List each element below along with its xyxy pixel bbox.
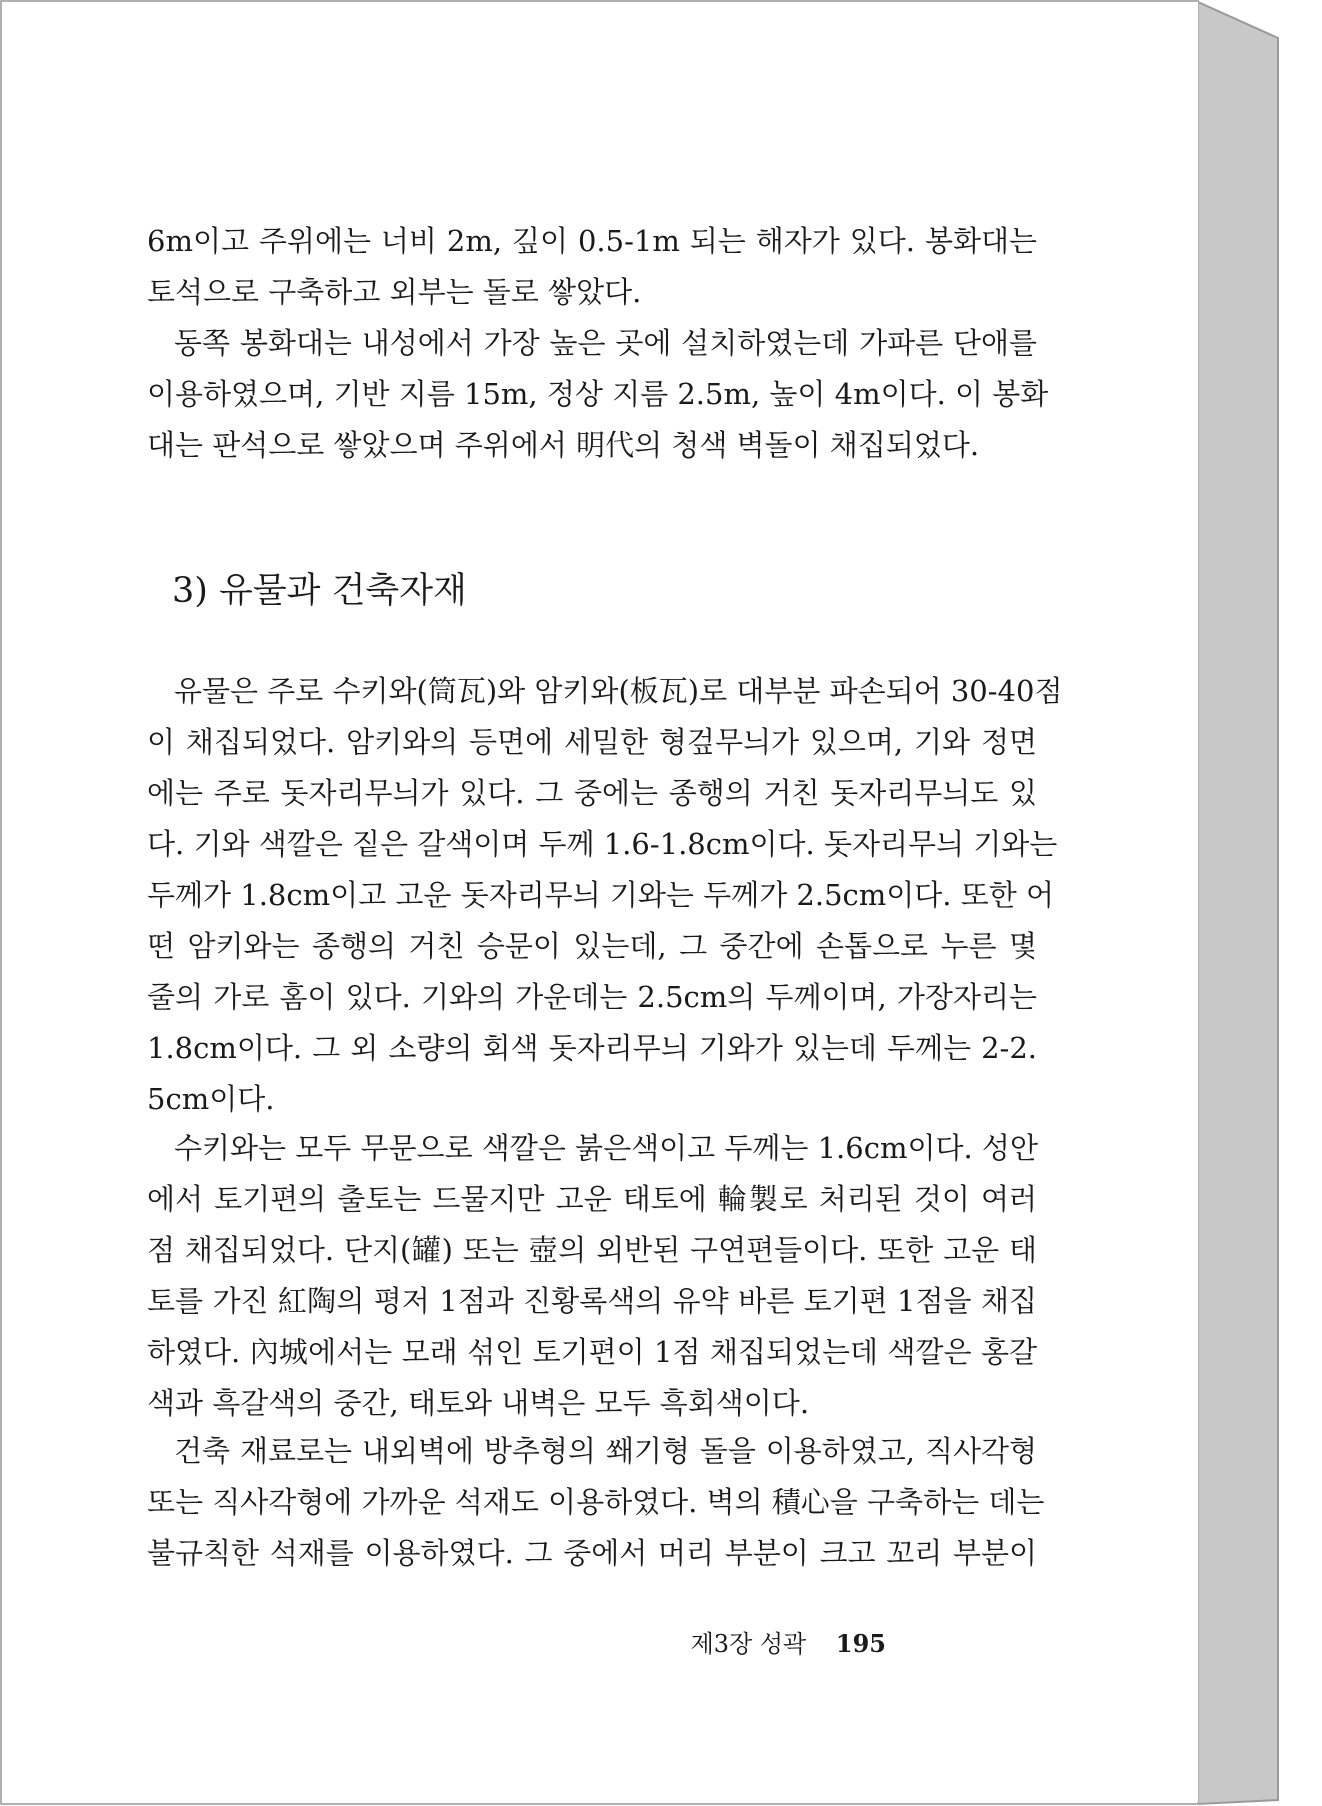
text-line: 떤 암키와는 종행의 거친 승문이 있는데, 그 중간에 손톱으로 누른 몇	[147, 929, 1037, 963]
paragraph-5	[147, 1426, 1045, 1579]
text-line: 건축 재료로는 내외벽에 방추형의 쐐기형 돌을 이용하였고, 직사각형	[174, 1434, 1037, 1468]
text-line: 수키와는 모두 무문으로 색깔은 붉은색이고 두께는 1.6cm이다. 성안	[174, 1131, 1038, 1165]
text-line: 또는 직사각형에 가까운 석재도 이용하였다. 벽의 積心을 구축하는 데는	[147, 1485, 1045, 1519]
text-line: 동쪽 봉화대는 내성에서 가장 높은 곳에 설치하였는데 가파른 단애를	[174, 326, 1037, 360]
text-line: 점 채집되었다. 단지(罐) 또는 壺의 외반된 구연편들이다. 또한 고운 태	[147, 1233, 1037, 1267]
text-line: 대는 판석으로 쌓았으며 주위에서 明代의 청색 벽돌이 채집되었다.	[147, 428, 980, 462]
book-side-edge	[1198, 2, 1278, 1804]
text-line: 5cm이다.	[147, 1082, 275, 1116]
text-line: 이용하였으며, 기반 지름 15m, 정상 지름 2.5m, 높이 4m이다. 이 봉화	[147, 377, 1049, 411]
page-number: 195	[835, 1629, 886, 1658]
text-line: 토를 가진 紅陶의 평저 1점과 진황록색의 유약 바른 토기편 1점을 채집	[147, 1284, 1037, 1318]
text-line: 줄의 가로 홈이 있다. 기와의 가운데는 2.5cm의 두께이며, 가장자리는	[147, 980, 1037, 1014]
text-line: 에서 토기편의 출토는 드물지만 고운 태토에 輪製로 처리된 것이 여러	[147, 1182, 1037, 1216]
paragraph-1	[147, 216, 1037, 318]
text-line: 이 채집되었다. 암키와의 등면에 세밀한 형겊무늬가 있으며, 기와 정면	[147, 725, 1037, 759]
page-footer	[691, 1627, 886, 1661]
text-line: 토석으로 구축하고 외부는 돌로 쌓았다.	[147, 275, 642, 309]
page	[2, 2, 1198, 1802]
text-line: 유물은 주로 수키와(筒瓦)와 암키와(板瓦)로 대부분 파손되어 30-40점	[174, 674, 1063, 708]
paragraph-3	[147, 666, 1063, 1125]
text-line: 1.8cm이다. 그 외 소량의 회색 돗자리무늬 기와가 있는데 두께는 2-2.	[147, 1031, 1037, 1065]
paragraph-2	[147, 318, 1049, 471]
text-line: 다. 기와 색깔은 짙은 갈색이며 두께 1.6-1.8cm이다. 돗자리무늬 기와는	[147, 827, 1058, 861]
chapter-title: 제3장 성곽	[690, 1630, 807, 1658]
text-line: 에는 주로 돗자리무늬가 있다. 그 중에는 종행의 거친 돗자리무늬도 있	[147, 776, 1037, 810]
text-line: 두께가 1.8cm이고 고운 돗자리무늬 기와는 두께가 2.5cm이다. 또한 어	[147, 878, 1055, 912]
text-line: 하였다. 內城에서는 모래 섞인 토기편이 1점 채집되었는데 색깔은 홍갈	[147, 1335, 1037, 1369]
paragraph-4	[147, 1123, 1037, 1429]
text-line: 6m이고 주위에는 너비 2m, 깊이 0.5-1m 되는 해자가 있다. 봉화대는	[147, 224, 1037, 258]
text-line: 불규칙한 석재를 이용하였다. 그 중에서 머리 부분이 크고 꼬리 부분이	[147, 1536, 1037, 1570]
section-heading: 3) 유물과 건축자재	[172, 571, 467, 611]
text-line: 색과 흑갈색의 중간, 태토와 내벽은 모두 흑회색이다.	[147, 1386, 810, 1420]
